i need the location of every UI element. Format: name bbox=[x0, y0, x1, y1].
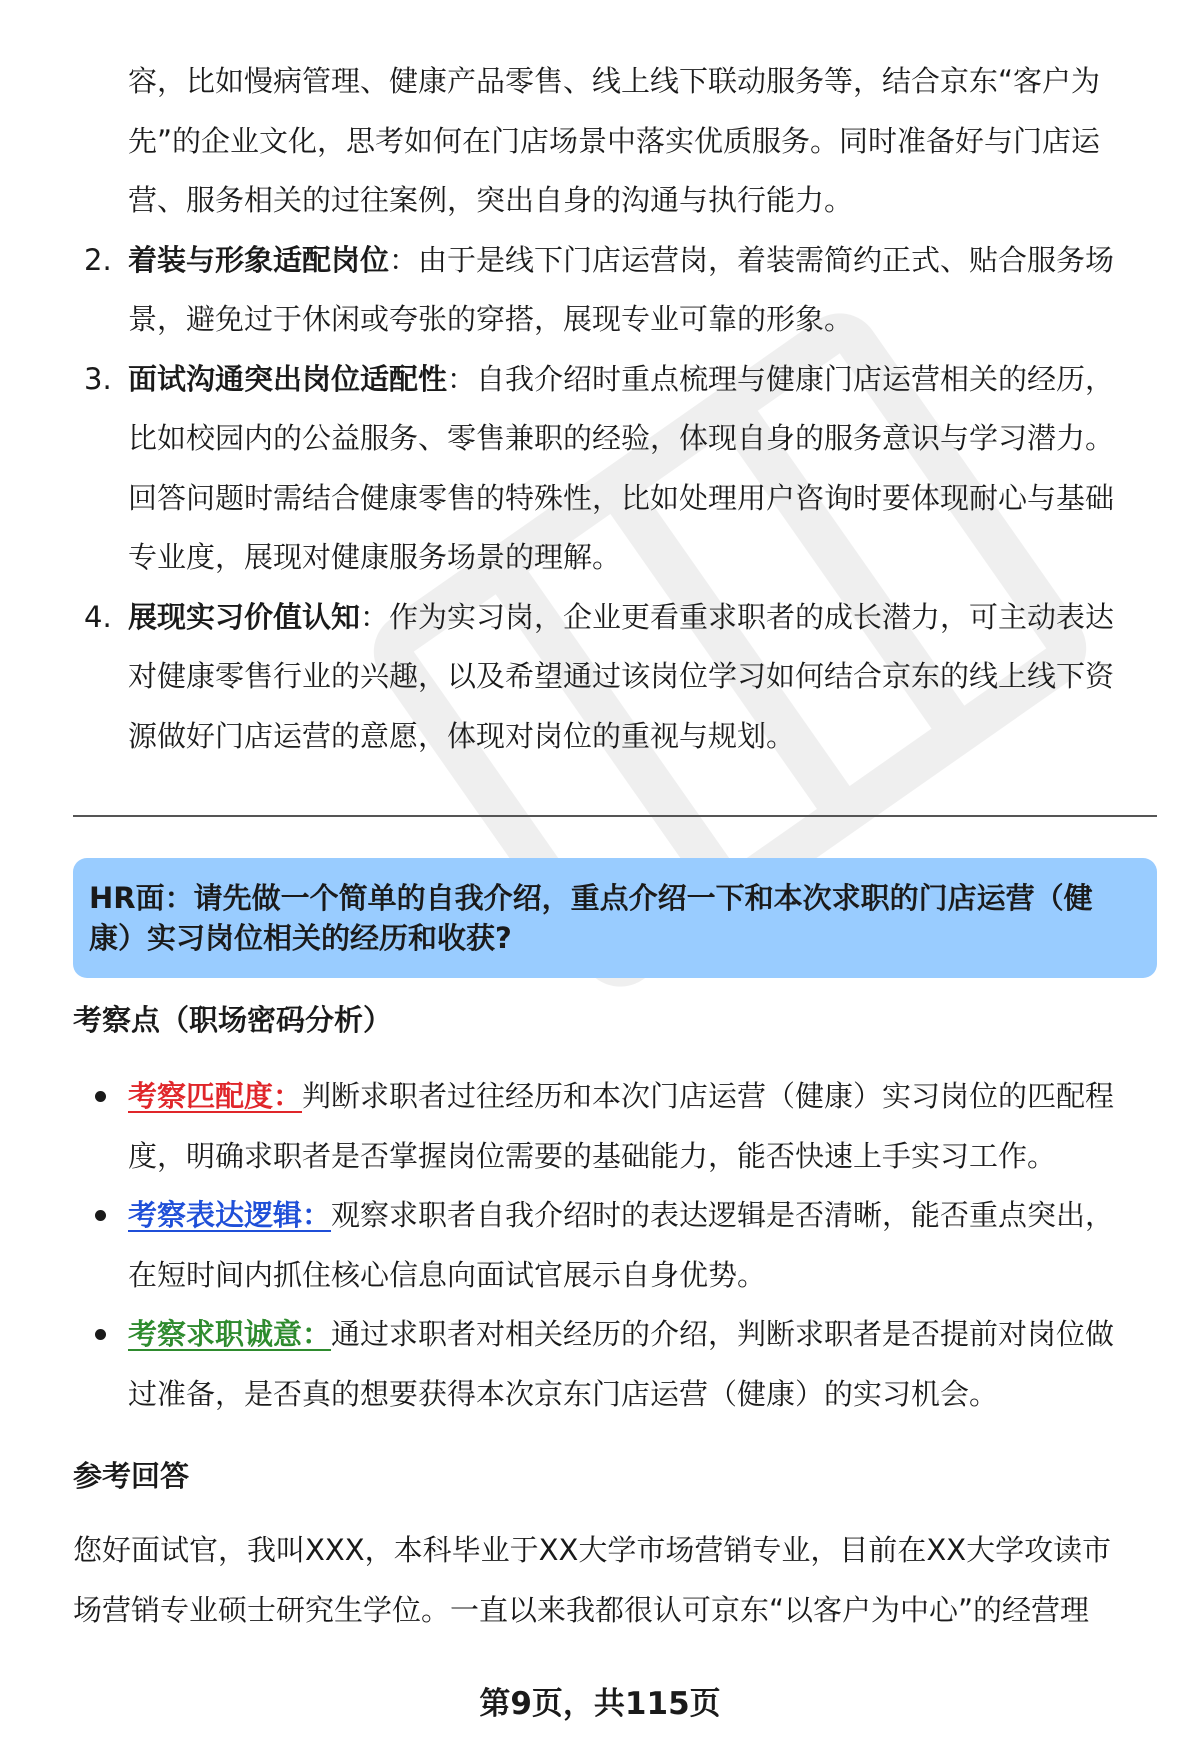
analysis-list bbox=[73, 1067, 1153, 1424]
text-line: 营、服务相关的过往案例，突出自身的沟通与执行能力。 bbox=[128, 183, 854, 217]
bullet-dot bbox=[95, 1210, 106, 1221]
tip-1-continuation bbox=[70, 52, 1150, 231]
tip-number: 2. bbox=[84, 242, 112, 277]
page-number: 第9页，共115页 bbox=[479, 1686, 721, 1722]
text-line: 过准备，是否真的想要获得本次京东门店运营（健康）的实习机会。 bbox=[128, 1376, 999, 1411]
text-line: ：自我介绍时重点梳理与健康门店运营相关的经历， bbox=[447, 361, 1115, 396]
text-line: 回答问题时需结合健康零售的特殊性，比如处理用户咨询时要体现耐心与基础 bbox=[128, 480, 1115, 515]
tips-list bbox=[70, 52, 1150, 766]
text-line: 在短时间内抓住核心信息向面试官展示自身优势。 bbox=[128, 1257, 767, 1292]
analysis-tag: 考察表达逻辑： bbox=[128, 1198, 332, 1232]
text-line: 度，明确求职者是否掌握岗位需要的基础能力，能否快速上手实习工作。 bbox=[128, 1138, 1057, 1173]
analysis-tag: 考察匹配度： bbox=[128, 1079, 303, 1113]
text-line: 比如校园内的公益服务、零售兼职的经验，体现自身的服务意识与学习潜力。 bbox=[128, 421, 1115, 455]
text-line: ：由于是线下门店运营岗，着装需简约正式、贴合服务场 bbox=[389, 242, 1115, 277]
analysis-item bbox=[73, 1067, 1153, 1186]
tip-title: 面试沟通突出岗位适配性 bbox=[128, 361, 448, 396]
text-line: 观察求职者自我介绍时的表达逻辑是否清晰，能否重点突出， bbox=[331, 1198, 1115, 1232]
text-line: 专业度，展现对健康服务场景的理解。 bbox=[128, 540, 622, 574]
text-line: 景，避免过于休闲或夸张的穿搭，展现专业可靠的形象。 bbox=[128, 302, 854, 336]
tip-item bbox=[70, 350, 1150, 588]
analysis-heading: 考察点（职场密码分析） bbox=[73, 1003, 393, 1037]
text-line: 场营销专业硕士研究生学位。一直以来我都很认可京东“以客户为中心”的经营理 bbox=[73, 1592, 1090, 1627]
question-line: 康）实习岗位相关的经历和收获? bbox=[89, 921, 512, 955]
tip-number: 3. bbox=[84, 361, 112, 396]
tip-item bbox=[70, 588, 1150, 767]
text-line: 判断求职者过往经历和本次门店运营（健康）实习岗位的匹配程 bbox=[302, 1079, 1115, 1113]
reference-heading: 参考回答 bbox=[73, 1459, 190, 1493]
section-divider bbox=[73, 815, 1157, 817]
analysis-tag: 考察求职诚意： bbox=[128, 1317, 332, 1351]
text-line: 容，比如慢病管理、健康产品零售、线上线下联动服务等，结合京东“客户为 bbox=[128, 64, 1101, 98]
hr-question-box bbox=[73, 858, 1157, 978]
bullet-dot bbox=[95, 1091, 106, 1102]
tip-title: 展现实习价值认知 bbox=[128, 599, 361, 634]
question-line: HR面：请先做一个简单的自我介绍，重点介绍一下和本次求职的门店运营（健 bbox=[89, 881, 1093, 915]
analysis-item bbox=[73, 1305, 1153, 1424]
text-line: 先”的企业文化，思考如何在门店场景中落实优质服务。同时准备好与门店运 bbox=[128, 123, 1101, 158]
text-line: 源做好门店运营的意愿，体现对岗位的重视与规划。 bbox=[128, 718, 796, 753]
text-line: ：作为实习岗，企业更看重求职者的成长潜力，可主动表达 bbox=[360, 599, 1115, 634]
text-line: 对健康零售行业的兴趣，以及希望通过该岗位学习如何结合京东的线上线下资 bbox=[128, 659, 1115, 693]
tip-number: 4. bbox=[84, 599, 112, 634]
tip-title: 着装与形象适配岗位 bbox=[128, 242, 390, 277]
text-line: 通过求职者对相关经历的介绍，判断求职者是否提前对岗位做 bbox=[331, 1317, 1115, 1351]
analysis-item bbox=[73, 1186, 1153, 1305]
reference-answer bbox=[73, 1521, 1153, 1640]
text-line: 您好面试官，我叫XXX，本科毕业于XX大学市场营销专业，目前在XX大学攻读市 bbox=[73, 1533, 1112, 1567]
bullet-dot bbox=[95, 1329, 106, 1340]
tip-item bbox=[70, 231, 1150, 350]
